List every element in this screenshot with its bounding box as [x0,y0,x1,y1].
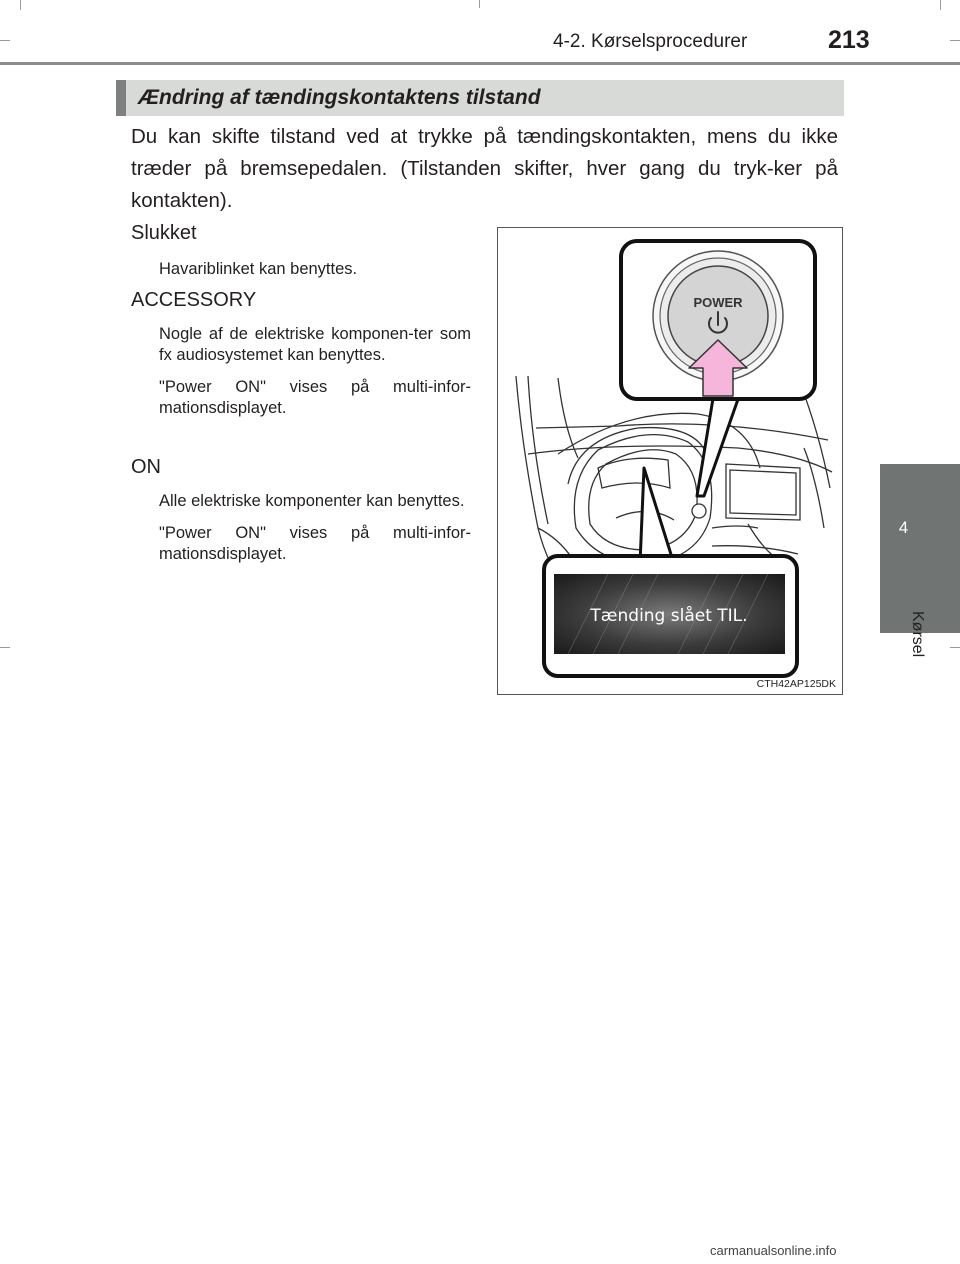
intro-paragraph: Du kan skifte tilstand ved at trykke på tændingskontakten, mens du ikke træder på bremsepedalen. (Tilstanden skifter, hver gang du tryk-ker på kontakten). [131,125,838,212]
state-description: "Power ON" vises på multi-infor-mationsdisplayet. [159,378,471,417]
state-description: Alle elektriske komponenter kan benyttes. [159,492,465,510]
state-description: Nogle af de elektriske komponen-ter som fx audiosystemet kan benyttes. [159,325,471,364]
crop-mark [950,647,960,648]
chapter-tab-label: Kørsel [909,611,926,658]
section-title: Ændring af tændingskontaktens tilstand [138,86,541,109]
ignition-illustration [497,227,843,695]
state-title: ACCESSORY [131,289,257,311]
header-section-title: 4-2. Kørselsprocedurer [553,31,748,52]
state-off [131,222,471,280]
crop-mark [479,0,480,8]
dashboard-drawing [498,228,842,694]
state-title: Slukket [131,222,197,244]
header-divider [0,62,960,65]
figure-code: CTH42AP125DK [756,678,836,690]
crop-mark [0,647,10,648]
crop-mark [0,40,10,41]
crop-mark [950,40,960,41]
watermark: carmanualsonline.info [710,1243,837,1258]
section-title-bar [116,80,844,116]
state-description: Havariblinket kan benyttes. [159,260,358,278]
power-switch-location [692,504,706,518]
chapter-tab [880,464,960,633]
display-message: Tænding slået TIL. [590,606,748,626]
state-on [131,456,471,565]
state-title: ON [131,456,161,478]
crop-mark [940,0,941,10]
section-title-accent [116,80,126,116]
page-number: 213 [828,26,870,54]
display-callout-pointer [640,468,674,564]
state-accessory [131,289,471,419]
crop-mark [20,0,21,10]
power-button-label: POWER [693,295,743,310]
state-description: "Power ON" vises på multi-infor-mationsdisplayet. [159,524,471,563]
chapter-tab-number: 4 [898,518,909,537]
